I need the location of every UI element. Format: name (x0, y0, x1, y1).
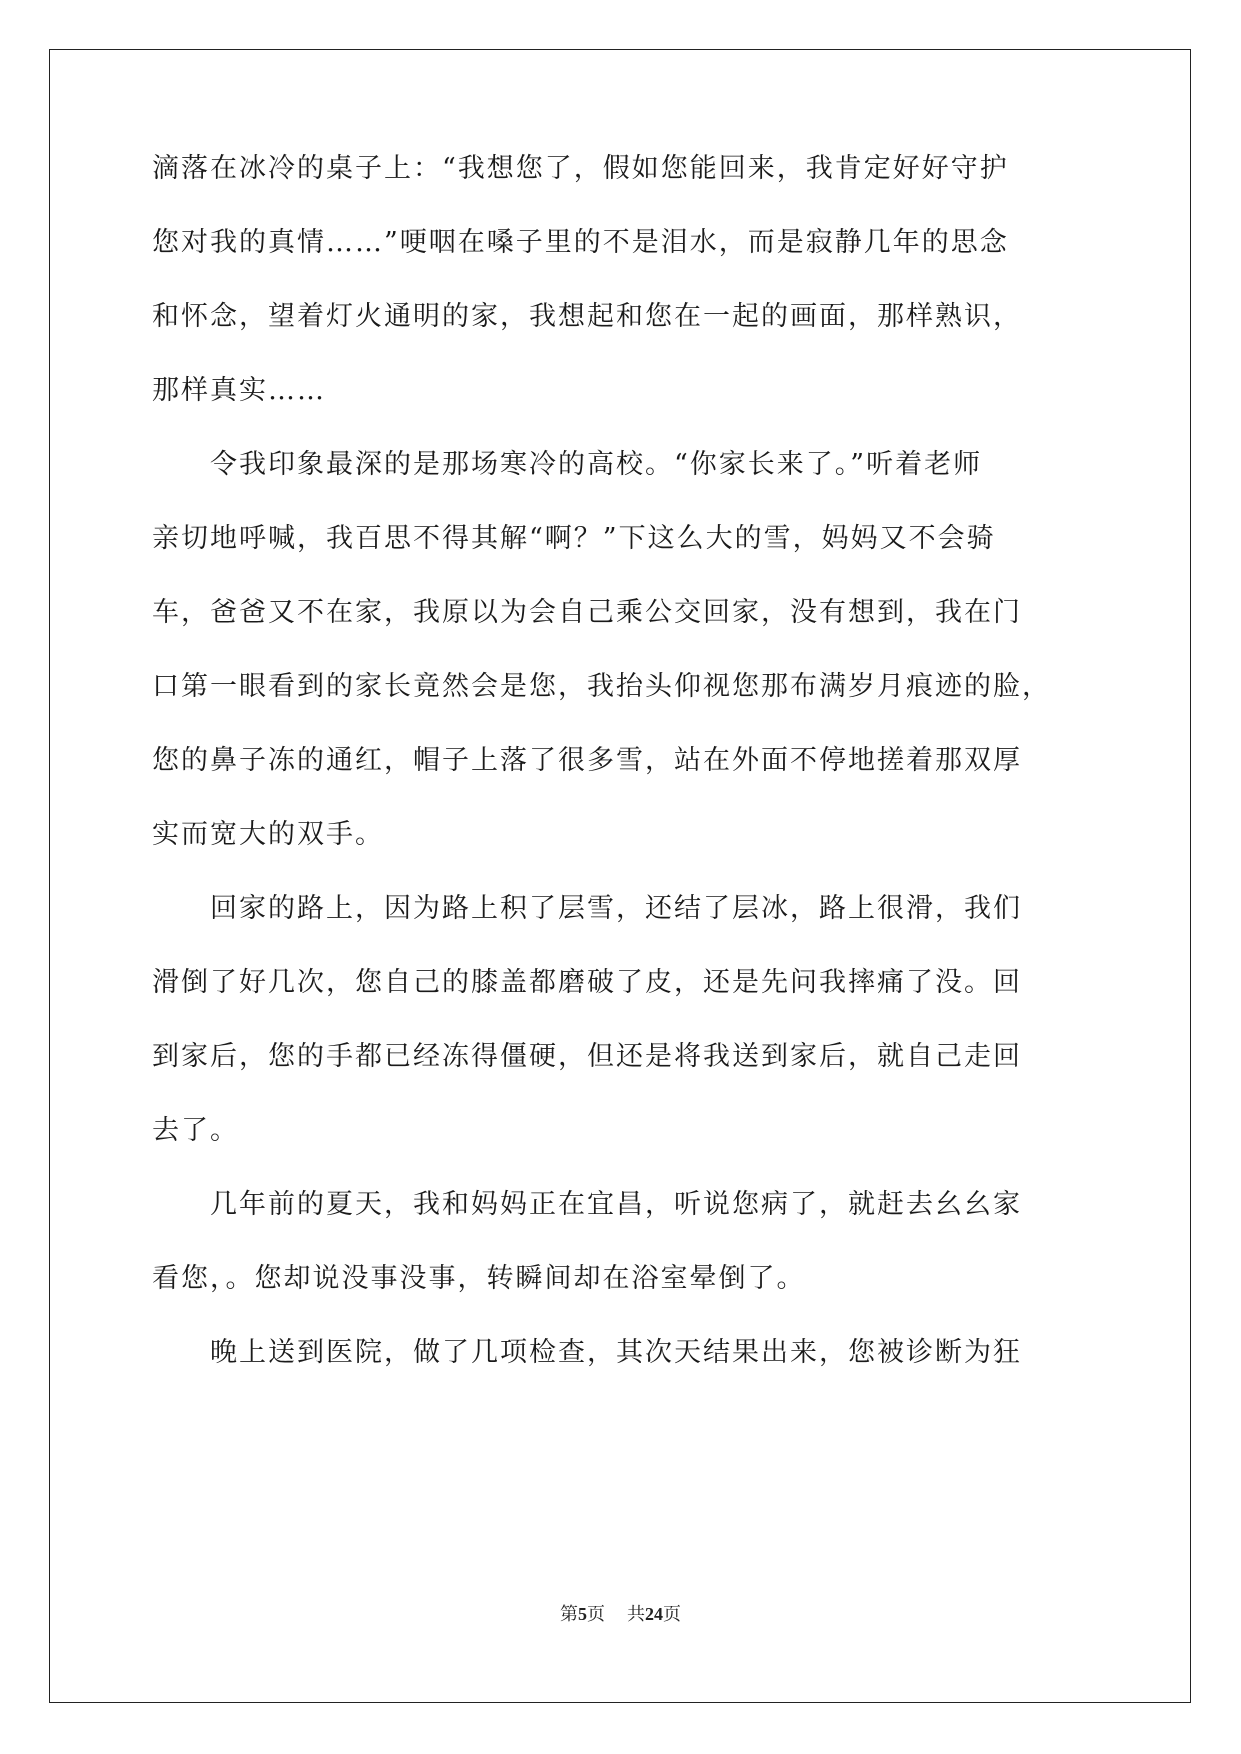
text-line: 到家后，您的手都已经冻得僵硬，但还是将我送到家后，就自己走回 (152, 1041, 1022, 1072)
page-suffix: 页 (587, 1604, 605, 1625)
text-line: 那样真实…… (152, 375, 326, 406)
text-line: 滴落在冰冷的桌子上：“我想您了，假如您能回来，我肯定好好守护 (152, 153, 1009, 184)
text-line: 亲切地呼喊，我百思不得其解“啊？”下这么大的雪，妈妈又不会骑 (152, 523, 996, 554)
text-line: 令我印象最深的是那场寒冷的高校。“你家长来了。”听着老师 (152, 449, 983, 480)
text-line: 回家的路上，因为路上积了层雪，还结了层冰，路上很滑，我们 (152, 893, 1022, 924)
text-line: 去了。 (152, 1115, 239, 1146)
total-pages: 24 (645, 1604, 663, 1624)
total-suffix: 页 (663, 1604, 681, 1625)
text-line: 和怀念，望着灯火通明的家，我想起和您在一起的画面，那样熟识， (152, 301, 1022, 332)
text-line: 看您，。您却说没事没事，转瞬间却在浴室晕倒了。 (152, 1263, 806, 1294)
text-line: 实而宽大的双手。 (152, 819, 384, 850)
page-number: 5 (578, 1604, 587, 1624)
page-border (49, 49, 1191, 1703)
page-footer (0, 1600, 1241, 1626)
text-line: 您对我的真情……”哽咽在嗓子里的不是泪水，而是寂静几年的思念 (152, 227, 1009, 258)
text-line: 滑倒了好几次，您自己的膝盖都磨破了皮，还是先问我摔痛了没。回 (152, 967, 1022, 998)
text-line: 您的鼻子冻的通红，帽子上落了很多雪，站在外面不停地搓着那双厚 (152, 745, 1022, 776)
text-line: 车，爸爸又不在家，我原以为会自己乘公交回家，没有想到，我在门 (152, 597, 1022, 628)
text-line: 几年前的夏天，我和妈妈正在宜昌，听说您病了，就赶去幺幺家 (152, 1189, 1022, 1220)
text-line: 口第一眼看到的家长竟然会是您，我抬头仰视您那布满岁月痕迹的脸， (152, 671, 1051, 702)
text-line: 晚上送到医院，做了几项检查，其次天结果出来，您被诊断为狂 (152, 1337, 1022, 1368)
total-prefix: 共 (627, 1604, 645, 1625)
page-prefix: 第 (560, 1604, 578, 1625)
